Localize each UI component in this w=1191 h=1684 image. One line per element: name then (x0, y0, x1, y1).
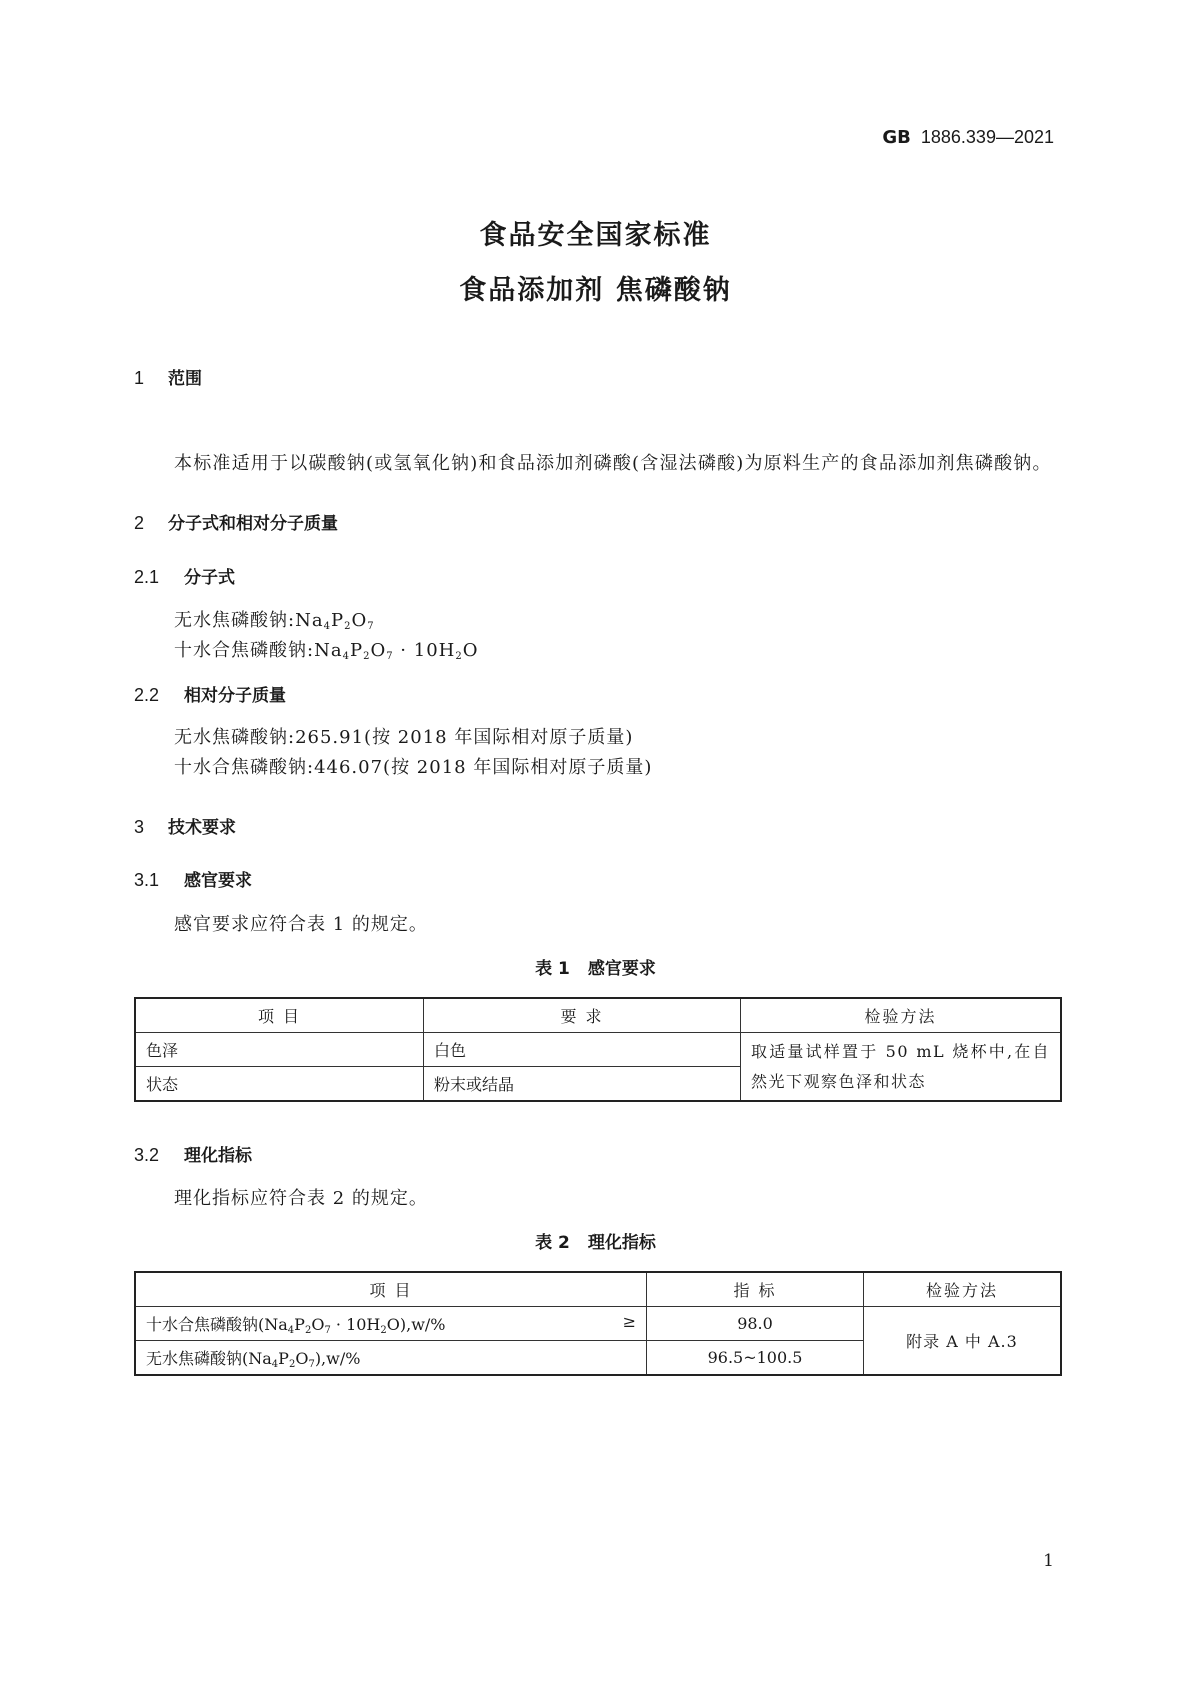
formula-decahydrate-value: $Na_4P_2O_7 \cdot 10H_2O$ (314, 640, 479, 662)
table1-header-method: 检验方法 (741, 998, 1062, 1033)
comparator: ≥ (622, 1311, 636, 1331)
table-row (135, 1307, 1061, 1341)
standard-number: 1886.339—2021 (920, 127, 1054, 147)
table2-header-method: 检验方法 (864, 1272, 1062, 1307)
table2-method: 附录 A 中 A.3 (864, 1307, 1062, 1376)
section-2-2-heading: 2.2 相对分子质量 (134, 685, 286, 706)
mass-anhydrous: 无水焦磷酸钠:265.91(按 2018 年国际相对原子质量) (174, 727, 634, 748)
section-2-1-heading: 2.1 分子式 (134, 567, 235, 588)
table1-item: 色泽 (135, 1033, 424, 1067)
table1-header-item: 项 目 (135, 998, 424, 1033)
mass-decahydrate: 十水合焦磷酸钠:446.07(按 2018 年国际相对原子质量) (174, 757, 653, 778)
title-line1: 食品安全国家标准 (479, 220, 712, 251)
section-3-2-heading: 3.2 理化指标 (134, 1145, 252, 1166)
table2-item: 十水合焦磷酸钠$(Na_4P_2O_7 \cdot 10H_2O),w/\%$ ≥ (135, 1307, 647, 1341)
table2-value: 96.5~100.5 (647, 1341, 864, 1376)
table1-header-requirement: 要 求 (424, 998, 741, 1033)
section-1-heading: 1 范围 (134, 368, 202, 389)
section-3-heading: 3 技术要求 (134, 817, 236, 838)
table1 (134, 997, 1062, 1102)
title-line2: 食品添加剂 焦磷酸钠 (459, 275, 732, 306)
table2-item: 无水焦磷酸钠$(Na_4P_2O_7),w/\%$ (135, 1341, 647, 1376)
table2-header-item: 项 目 (135, 1272, 647, 1307)
table2 (134, 1271, 1062, 1376)
table1-item: 状态 (135, 1067, 424, 1102)
section-1-text: 本标准适用于以碳酸钠(或氢氧化钠)和食品添加剂磷酸(含湿法磷酸)为原料生产的食品添加剂焦磷酸钠。 (174, 453, 1052, 474)
page-number: 1 (1043, 1551, 1054, 1571)
table2-caption: 表 2 理化指标 (535, 1233, 656, 1253)
table2-header-value: 指 标 (647, 1272, 864, 1307)
table1-requirement: 粉末或结晶 (424, 1067, 741, 1102)
formula-anhydrous-value: $Na_4P_2O_7$ (295, 610, 375, 632)
standard-code (882, 127, 1054, 148)
table-row (135, 1033, 1061, 1067)
table2-item-formula: $Na_4P_2O_7 \cdot 10H_2O$ (264, 1314, 400, 1336)
formula-anhydrous: 无水焦磷酸钠$:Na_4P_2O_7$ (174, 610, 375, 632)
standard-prefix: GB (882, 127, 911, 148)
table2-item-formula: $Na_4P_2O_7$ (248, 1348, 315, 1370)
table2-value: 98.0 (647, 1307, 864, 1341)
section-3-2-text: 理化指标应符合表 2 的规定。 (174, 1188, 428, 1209)
table1-caption: 表 1 感官要求 (535, 959, 656, 979)
section-2-heading: 2 分子式和相对分子质量 (134, 513, 338, 534)
section-3-1-text: 感官要求应符合表 1 的规定。 (174, 914, 428, 935)
formula-decahydrate: 十水合焦磷酸钠$:Na_4P_2O_7 \cdot 10H_2O$ (174, 640, 479, 662)
section-3-1-heading: 3.1 感官要求 (134, 870, 252, 891)
table1-requirement: 白色 (424, 1033, 741, 1067)
table1-method: 取适量试样置于 50 mL 烧杯中,在自然光下观察色泽和状态 (741, 1033, 1062, 1102)
